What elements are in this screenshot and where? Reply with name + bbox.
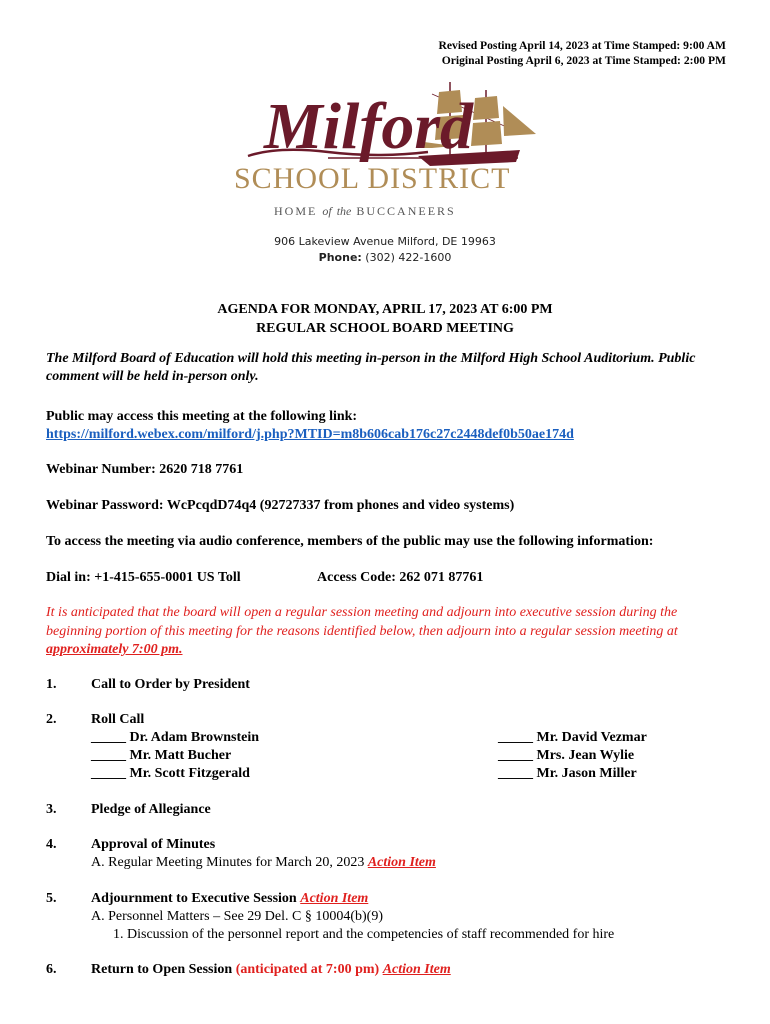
milford-logo (218, 76, 548, 226)
revised-posting: Revised Posting April 14, 2023 at Time Stamped: 9:00 AM (438, 39, 726, 52)
item-5-block (91, 890, 731, 944)
item-2-number: 2. (46, 712, 57, 727)
roll-call-right-1: _____ Mr. David Vezmar (498, 730, 647, 745)
tagline-home: HOME (274, 204, 318, 218)
audio-info: To access the meeting via audio conference, members of the public may use the following information: (46, 534, 654, 549)
item-2-title: Roll Call (91, 712, 145, 727)
item-4-sub (91, 854, 731, 872)
tagline-the: the (336, 204, 352, 218)
item-1-number: 1. (46, 677, 57, 692)
tagline-of: of (322, 204, 332, 218)
roll-call-right-2: _____ Mrs. Jean Wylie (498, 748, 635, 763)
roll-call-left-1: _____ Dr. Adam Brownstein (91, 730, 260, 745)
phone-number: (302) 422-1600 (365, 251, 452, 264)
agenda-header (0, 300, 770, 338)
item-5-action-item: Action Item (300, 891, 369, 906)
access-code: Access Code: 262 071 87761 (317, 570, 484, 585)
item-3-number: 3. (46, 802, 57, 817)
tagline-team: BUCCANEERS (356, 204, 456, 218)
phone-label: Phone: (318, 251, 362, 264)
dial-in: Dial in: +1-415-655-0001 US Toll (46, 570, 241, 585)
roll-call-right-3: _____ Mr. Jason Miller (498, 766, 637, 781)
meeting-link[interactable]: https://milford.webex.com/milford/j.php?MTID=m8b606cab176c27c2448def0b50ae174d (46, 427, 574, 442)
notice-text: It is anticipated that the board will open a regular session meeting and adjourn into executive session during the beginning portion of this meeting for the reasons identified below, then adjourn into a regular session meeting at (46, 605, 678, 639)
item-5-number: 5. (46, 891, 57, 906)
item-6-title: Return to Open Session (91, 962, 236, 977)
item-4-block (91, 836, 731, 872)
logo-tagline (274, 204, 456, 218)
session-notice (46, 604, 726, 660)
posting-stamps (439, 38, 726, 68)
access-label: Public may access this meeting at the following link: (46, 409, 358, 424)
item-5-title-line (91, 890, 731, 908)
webinar-password: Webinar Password: WcPcqdD74q4 (92727337 from phones and video systems) (46, 498, 515, 513)
original-posting: Original Posting April 6, 2023 at Time Stamped: 2:00 PM (441, 54, 726, 67)
agenda-subtitle: REGULAR SCHOOL BOARD MEETING (256, 321, 514, 336)
item-1-title: Call to Order by President (91, 677, 250, 692)
notice-approx-time: approximately 7:00 pm. (46, 642, 183, 657)
roll-call-left-3: _____ Mr. Scott Fitzgerald (91, 766, 250, 781)
item-4-action-item: Action Item (367, 855, 436, 870)
item-6-note: (anticipated at 7:00 pm) (235, 962, 383, 977)
item-4-title: Approval of Minutes (91, 837, 216, 852)
logo-name: Milford (264, 90, 474, 163)
logo-district: SCHOOL DISTRICT (234, 162, 511, 195)
item-6-number: 6. (46, 962, 57, 977)
phone-line (0, 250, 770, 266)
item-6-title-line (91, 961, 731, 979)
item-5-subsub: 1. Discussion of the personnel report and the competencies of staff recommended for hire (113, 927, 615, 942)
address-block (0, 234, 770, 266)
webinar-number: Webinar Number: 2620 718 7761 (46, 462, 244, 477)
item-5-sub: A. Personnel Matters – See 29 Del. C § 10004(b)(9) (91, 909, 384, 924)
agenda-title: AGENDA FOR MONDAY, APRIL 17, 2023 AT 6:00 PM (217, 302, 553, 317)
access-block (46, 408, 736, 444)
roll-call-left-2: _____ Mr. Matt Bucher (91, 748, 232, 763)
item-4-sub-text: A. Regular Meeting Minutes for March 20, 2023 (91, 855, 368, 870)
item-5-title: Adjournment to Executive Session (91, 891, 301, 906)
item-6-action-item: Action Item (382, 962, 451, 977)
dial-in-line (46, 569, 736, 587)
intro-text: The Milford Board of Education will hold this meeting in-person in the Milford High School Auditorium. Public comment will be held in-person only. (46, 351, 696, 384)
street-address: 906 Lakeview Avenue Milford, DE 19963 (274, 235, 496, 248)
item-4-number: 4. (46, 837, 57, 852)
roll-call-right (498, 729, 647, 783)
item-3-title: Pledge of Allegiance (91, 802, 211, 817)
